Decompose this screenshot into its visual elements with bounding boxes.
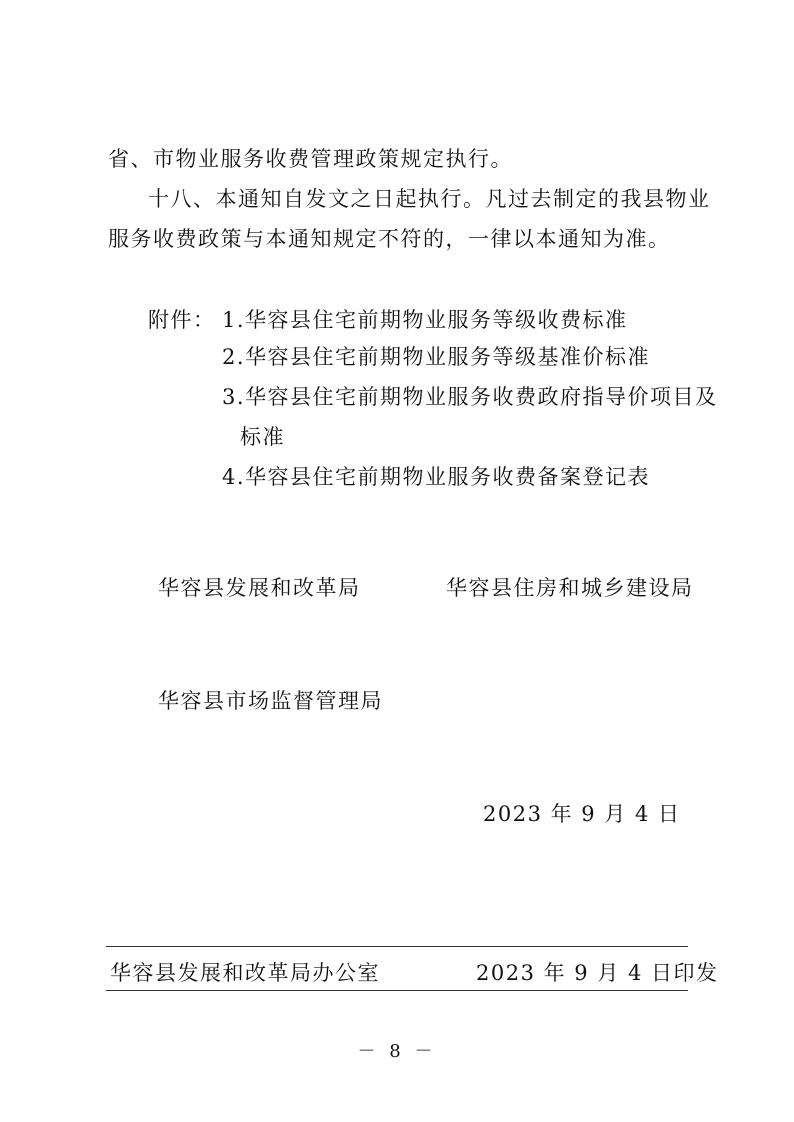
signatory-right-top: 华容县住房和城乡建设局: [446, 576, 694, 600]
footer-bottom-rule: [106, 990, 688, 991]
signatory-left-bottom: 华容县市场监督管理局: [158, 689, 383, 713]
attachments-label: 附件：: [148, 308, 216, 332]
footer-top-rule: [106, 946, 688, 947]
attachment-item-3: 3.华容县住宅前期物业服务收费政府指导价项目及: [222, 385, 718, 409]
attachment-item-4: 4.华容县住宅前期物业服务收费备案登记表: [222, 465, 651, 489]
body-line-3: 服务收费政策与本通知规定不符的，一律以本通知为准。: [108, 227, 671, 251]
footer-issue-date: 2023 年 9 月 4 日印发: [476, 961, 719, 985]
document-date: 2023 年 9 月 4 日: [483, 802, 681, 826]
attachment-item-2: 2.华容县住宅前期物业服务等级基准价标准: [222, 345, 651, 369]
page-number: － 8 －: [357, 1041, 437, 1062]
body-line-1: 省、市物业服务收费管理政策规定执行。: [108, 147, 513, 171]
footer-issuer: 华容县发展和改革局办公室: [110, 961, 380, 985]
attachment-item-3-cont: 标准: [240, 425, 285, 449]
body-line-2: 十八、本通知自发文之日起执行。凡过去制定的我县物业: [148, 187, 711, 211]
attachment-item-1: 1.华容县住宅前期物业服务等级收费标准: [222, 308, 628, 332]
signatory-left-top: 华容县发展和改革局: [158, 576, 361, 600]
